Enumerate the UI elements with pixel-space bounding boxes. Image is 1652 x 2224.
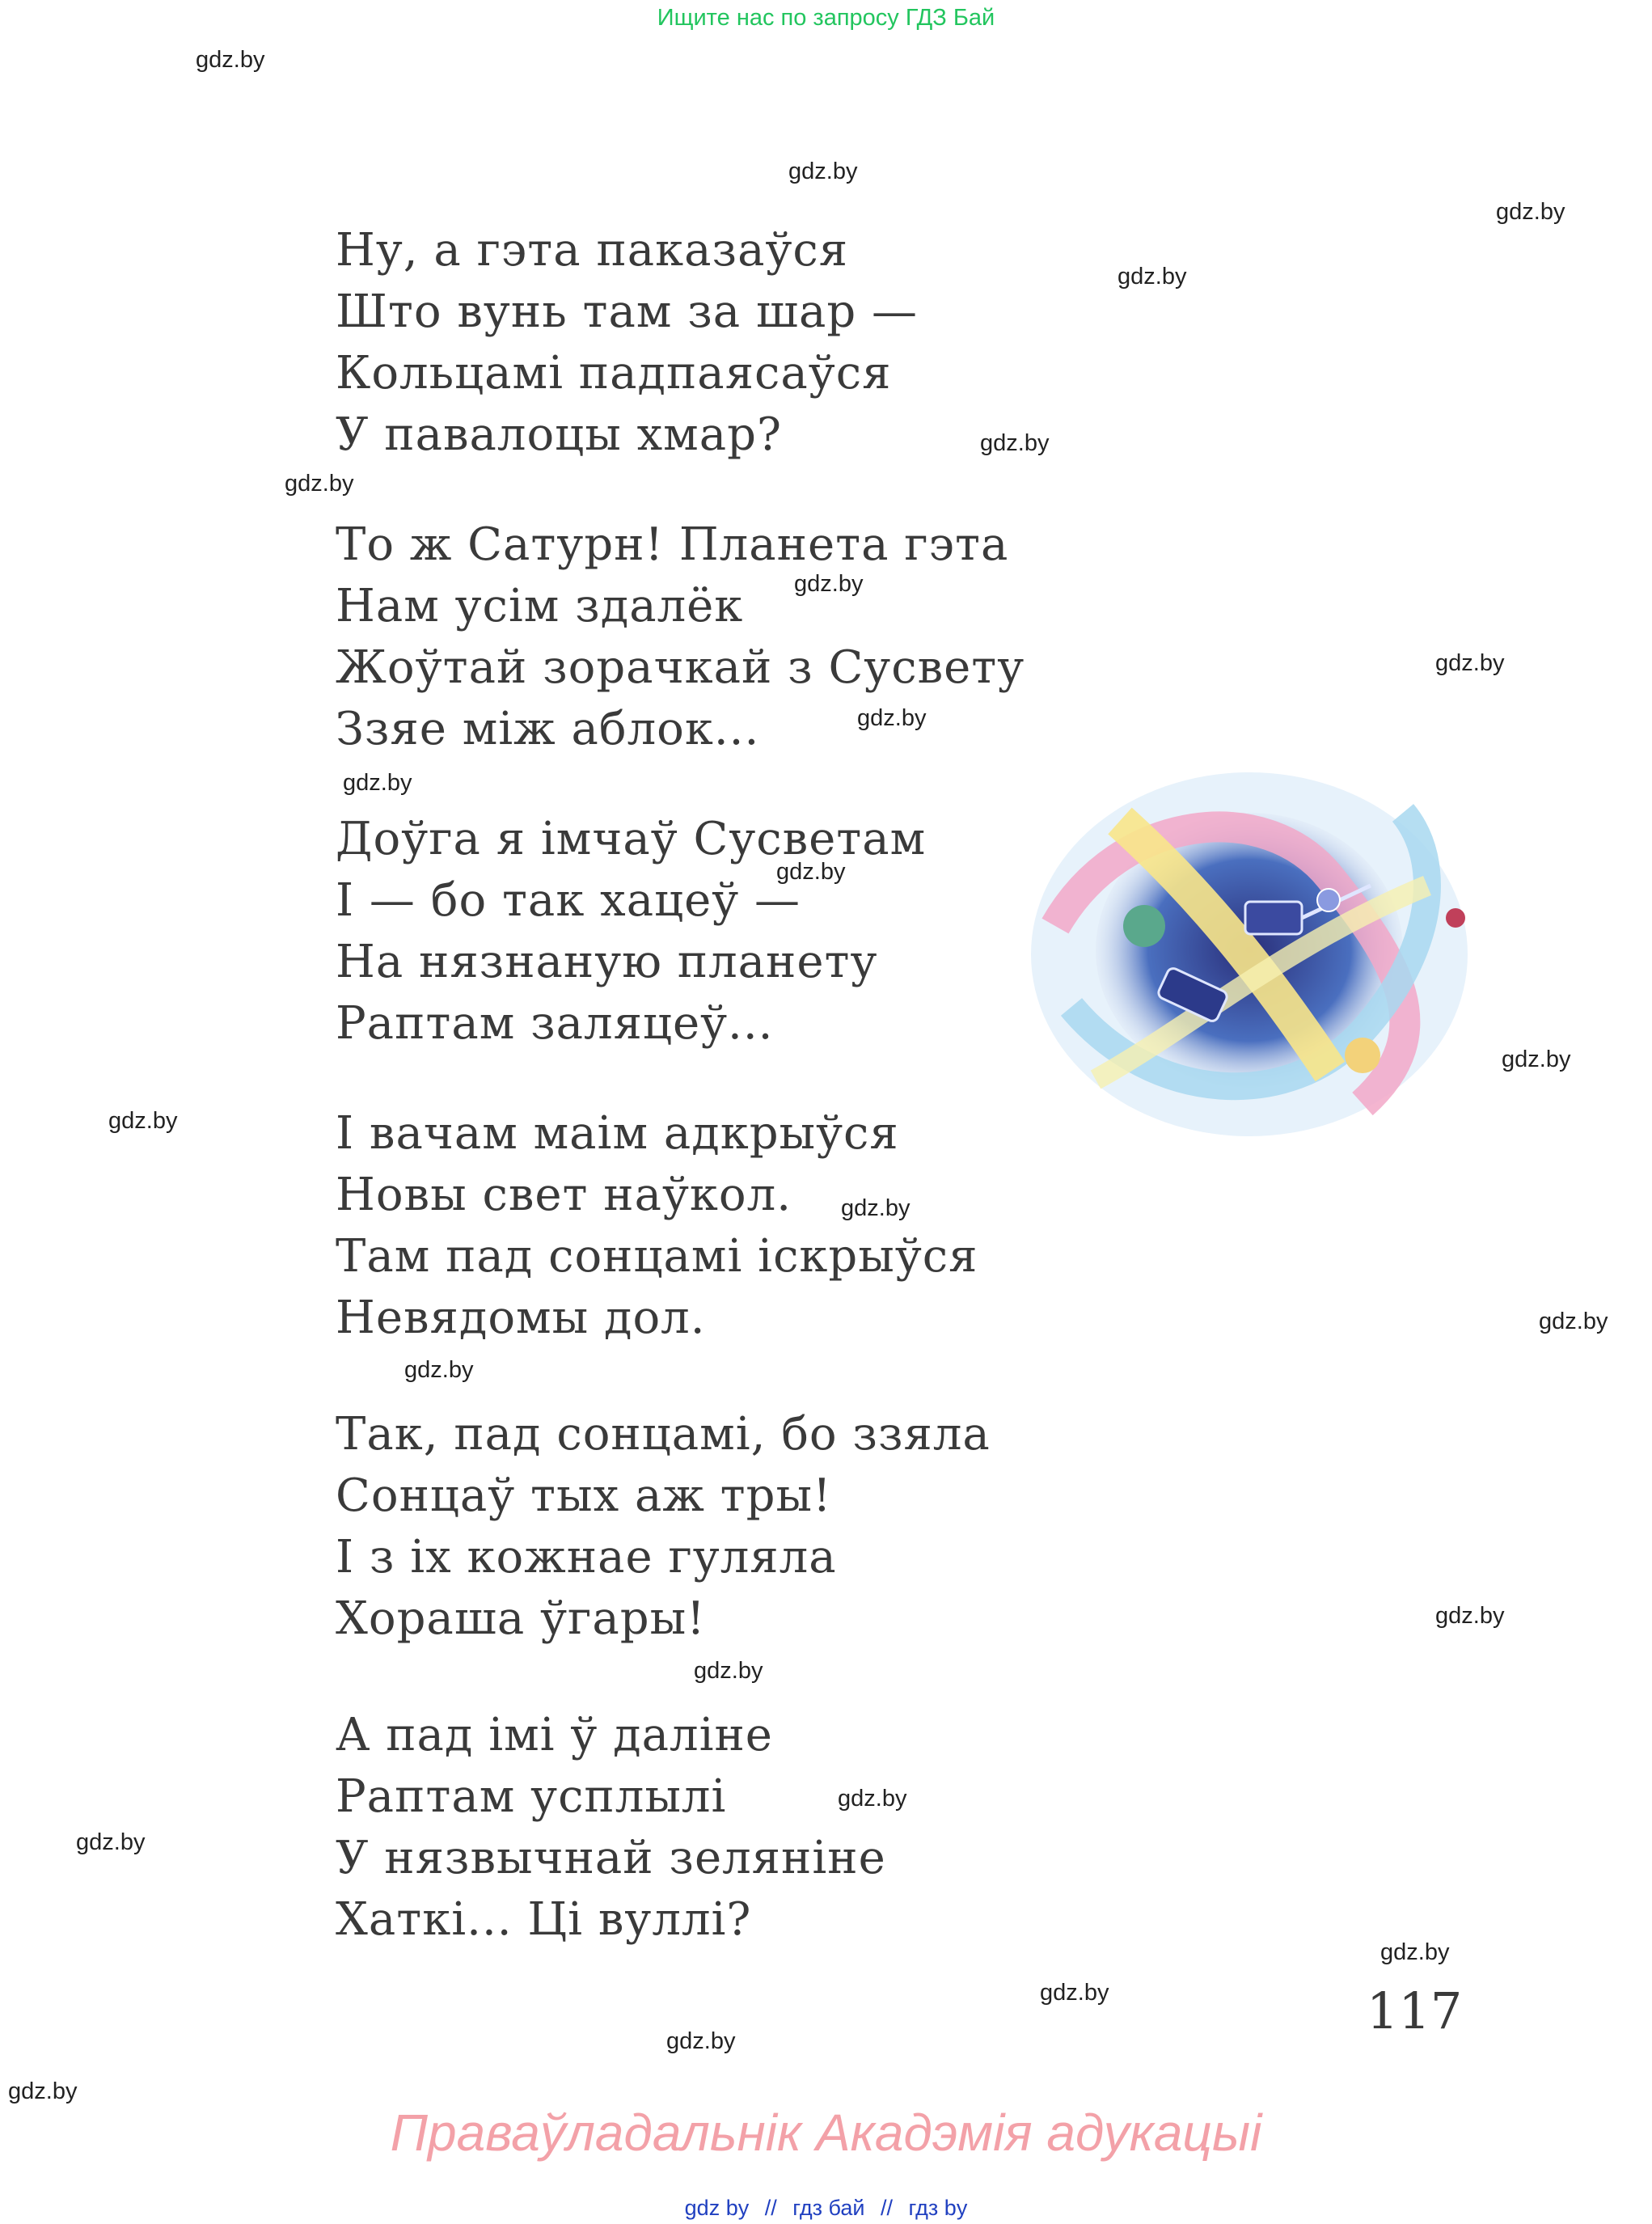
poem-line: Новы свет наўкол.: [336, 1169, 792, 1221]
watermark: gdz.by: [196, 47, 265, 73]
poem-line: Так, пад сонцамі, бо ззяла: [336, 1408, 991, 1461]
copyright-text: Праваўладальнік Акадэмія адукацыі: [390, 2103, 1262, 2162]
link-separator: //: [764, 2196, 777, 2220]
watermark: gdz.by: [8, 2078, 78, 2104]
watermark: gdz.by: [694, 1658, 763, 1684]
space-illustration: [1023, 764, 1476, 1152]
poem-line: То ж Сатурн! Планета гэта: [336, 518, 1009, 571]
stanza-2: [336, 514, 1063, 760]
link-gdz-bai[interactable]: гдз бай: [792, 2196, 865, 2220]
watermark: gdz.by: [838, 1786, 907, 1812]
poem-line: Сонцаў тых аж тры!: [336, 1469, 832, 1522]
poem-line: Што вунь там за шар —: [336, 285, 919, 338]
poem-line: Доўга я імчаў Сусветам: [336, 813, 927, 865]
link-gdz-by-2[interactable]: гдз by: [908, 2196, 968, 2220]
poem-line: Невядомы дол.: [336, 1292, 706, 1344]
watermark: gdz.by: [1435, 1603, 1505, 1629]
link-separator: //: [881, 2196, 894, 2220]
top-banner[interactable]: Ищите нас по запросу ГДЗ Бай: [657, 5, 995, 31]
watermark: gdz.by: [76, 1829, 146, 1855]
stanza-1: [336, 220, 1063, 466]
watermark: gdz.by: [857, 705, 927, 731]
poem-line: Раптам заляцеў...: [336, 997, 774, 1050]
page-number: 117: [1367, 1981, 1463, 2040]
poem-line: Жоўтай зорачкай з Сусвету: [336, 641, 1025, 694]
watermark: gdz.by: [1496, 199, 1565, 225]
poem: [336, 220, 1063, 1951]
watermark: gdz.by: [1380, 1939, 1450, 1965]
watermark: gdz.by: [794, 571, 864, 597]
stanza-6: [336, 1705, 1063, 1951]
watermark: gdz.by: [980, 430, 1050, 456]
link-gdz-by[interactable]: gdz by: [684, 2196, 750, 2220]
watermark: gdz.by: [1502, 1046, 1571, 1072]
watermark: gdz.by: [1435, 650, 1505, 676]
watermark: gdz.by: [788, 159, 858, 184]
poem-line: У павалоцы хмар?: [336, 408, 782, 461]
watermark: gdz.by: [343, 770, 412, 796]
poem-line: І — бо так хацеў —: [336, 874, 801, 927]
poem-line: На нязнаную планету: [336, 936, 878, 988]
poem-line: Ззяе між аблок...: [336, 703, 760, 755]
poem-line: Ну, а гэта паказаўся: [336, 224, 849, 277]
poem-line: А пад імі ў даліне: [336, 1709, 773, 1761]
poem-line: У нязвычнай зеляніне: [336, 1832, 886, 1884]
watermark: gdz.by: [404, 1357, 474, 1383]
watermark: gdz.by: [108, 1108, 178, 1134]
stanza-5: [336, 1404, 1063, 1650]
poem-line: І з іх кожнае гуляла: [336, 1531, 837, 1583]
watermark: gdz.by: [285, 471, 354, 497]
poem-line: Раптам усплылі: [336, 1770, 727, 1823]
watermark: gdz.by: [666, 2028, 736, 2054]
poem-line: І вачам маім адкрыўся: [336, 1107, 899, 1160]
poem-line: Хаткі... Ці вуллі?: [336, 1893, 752, 1946]
watermark: gdz.by: [1040, 1980, 1109, 2006]
poem-line: Нам усім здалёк: [336, 580, 744, 632]
watermark: gdz.by: [1118, 264, 1187, 290]
poem-line: Хораша ўгары!: [336, 1592, 706, 1645]
poem-line: Кольцамі падпаясаўся: [336, 347, 892, 400]
stanza-3: [336, 809, 1063, 1055]
watermark: gdz.by: [776, 859, 846, 885]
poem-line: Там пад сонцамі іскрыўся: [336, 1230, 978, 1283]
watermark: gdz.by: [1539, 1309, 1608, 1334]
bottom-links: [0, 2196, 1652, 2221]
stanza-4: [336, 1103, 1063, 1349]
watermark: gdz.by: [841, 1195, 911, 1221]
